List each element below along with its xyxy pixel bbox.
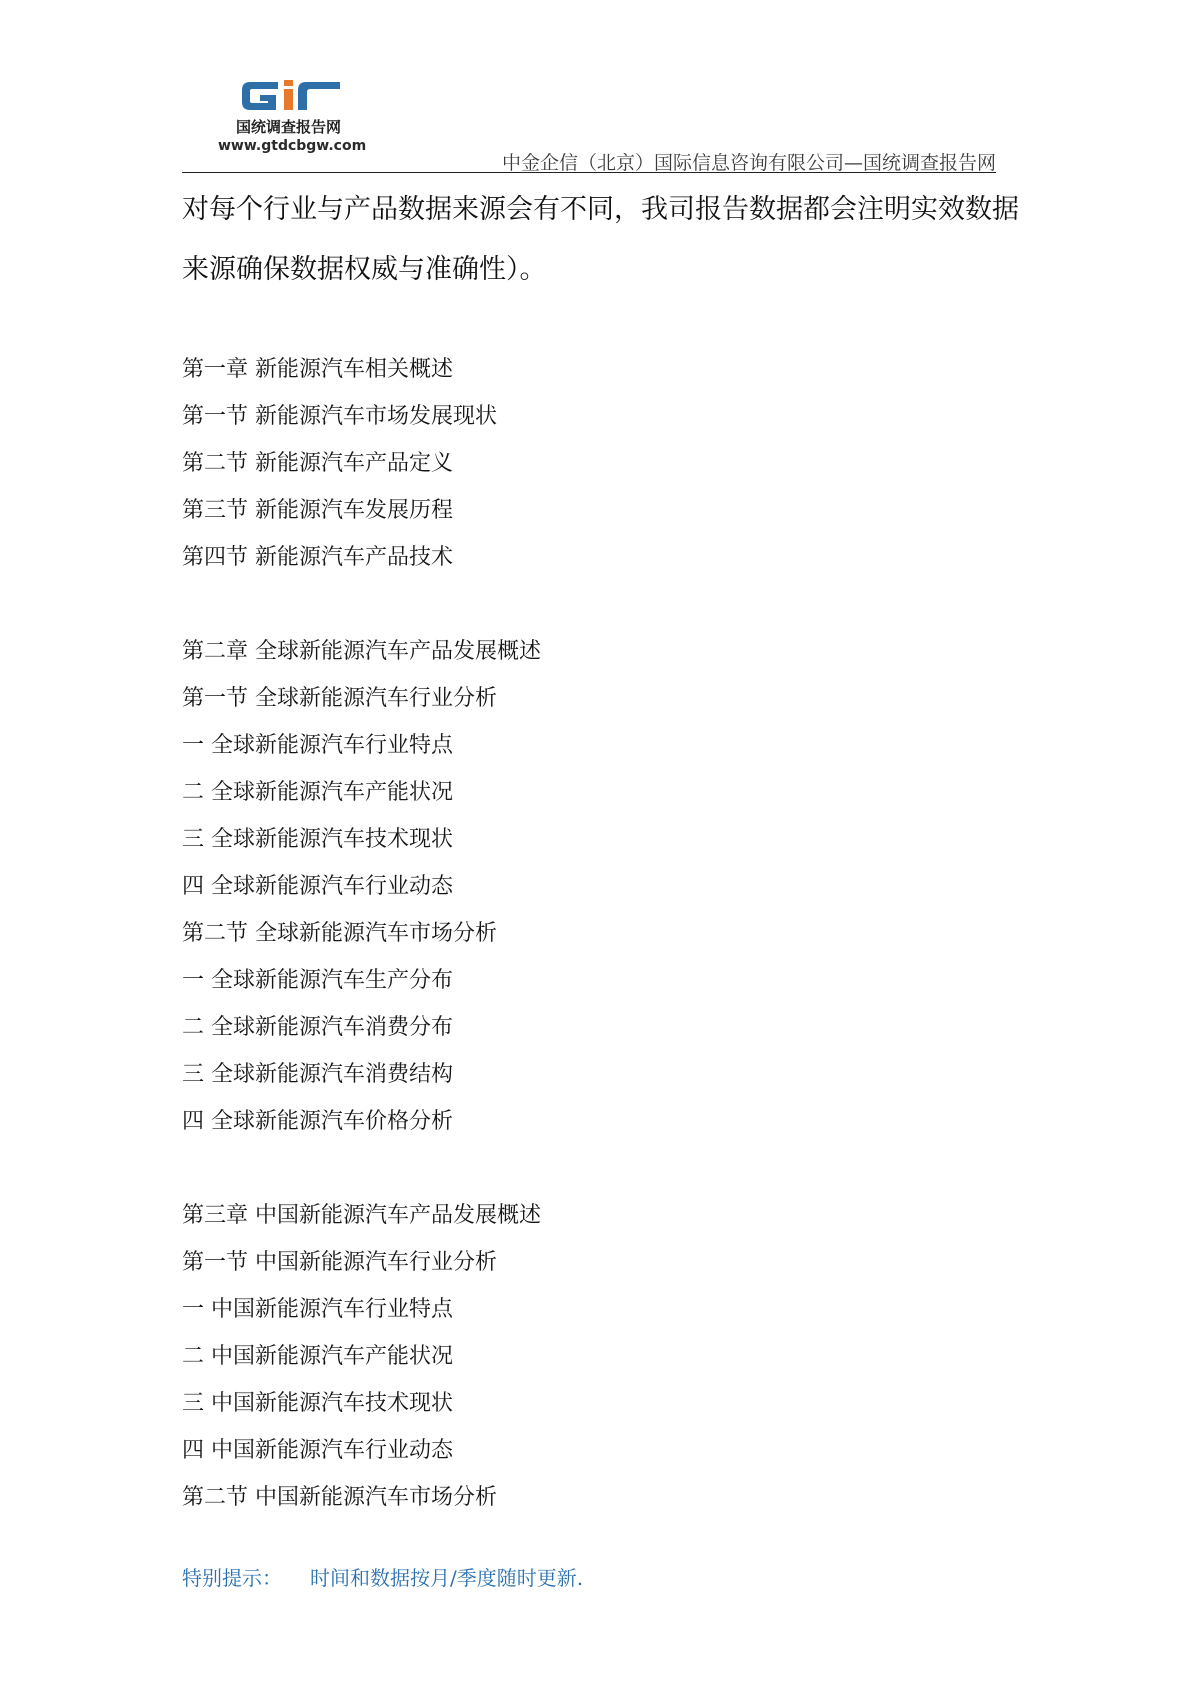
toc-item: 第二节 中国新能源汽车市场分析 <box>182 1485 497 1510</box>
toc-spacer <box>182 581 1002 628</box>
toc-item: 二 中国新能源汽车产能状况 <box>182 1344 453 1369</box>
toc-item: 第一节 新能源汽车市场发展现状 <box>182 404 497 429</box>
toc-item: 三 中国新能源汽车技术现状 <box>182 1391 453 1416</box>
toc-item: 第四节 新能源汽车产品技术 <box>182 545 453 570</box>
notice-text: 时间和数据按月/季度随时更新. <box>310 1566 584 1590</box>
toc-item: 四 全球新能源汽车行业动态 <box>182 874 453 899</box>
toc-item: 二 全球新能源汽车消费分布 <box>182 1015 453 1040</box>
toc-spacer <box>182 1145 1002 1192</box>
toc-item: 第二节 全球新能源汽车市场分析 <box>182 921 497 946</box>
logo-url: www.gtdcbgw.com <box>218 138 367 154</box>
toc-item: 第二节 新能源汽车产品定义 <box>182 451 453 476</box>
toc-item: 第一节 全球新能源汽车行业分析 <box>182 686 497 711</box>
toc-item: 第三章 中国新能源汽车产品发展概述 <box>182 1203 541 1228</box>
toc-item: 一 全球新能源汽车行业特点 <box>182 733 453 758</box>
toc-item: 三 全球新能源汽车消费结构 <box>182 1062 453 1087</box>
notice-label: 特别提示： <box>182 1566 282 1590</box>
header-divider <box>182 172 996 173</box>
toc-item: 四 全球新能源汽车价格分析 <box>182 1109 453 1134</box>
toc-item: 第三节 新能源汽车发展历程 <box>182 498 453 523</box>
git-logo-icon <box>240 78 342 114</box>
toc-item: 三 全球新能源汽车技术现状 <box>182 827 453 852</box>
update-notice <box>182 1562 583 1591</box>
site-logo <box>218 78 368 160</box>
toc-item: 四 中国新能源汽车行业动态 <box>182 1438 453 1463</box>
toc-item: 第一章 新能源汽车相关概述 <box>182 357 453 382</box>
table-of-contents <box>182 346 1002 1521</box>
toc-item: 第二章 全球新能源汽车产品发展概述 <box>182 639 541 664</box>
logo-chinese-name: 国统调查报告网 <box>236 118 342 136</box>
company-name: 中金企信（北京）国际信息咨询有限公司—国统调查报告网 <box>501 152 996 174</box>
intro-paragraph: 对每个行业与产品数据来源会有不同，我司报告数据都会注明实效数据来源确保数据权威与准确性）。 <box>182 194 1019 285</box>
toc-item: 二 全球新能源汽车产能状况 <box>182 780 453 805</box>
toc-item: 一 中国新能源汽车行业特点 <box>182 1297 453 1322</box>
toc-item: 一 全球新能源汽车生产分布 <box>182 968 453 993</box>
toc-item: 第一节 中国新能源汽车行业分析 <box>182 1250 497 1275</box>
